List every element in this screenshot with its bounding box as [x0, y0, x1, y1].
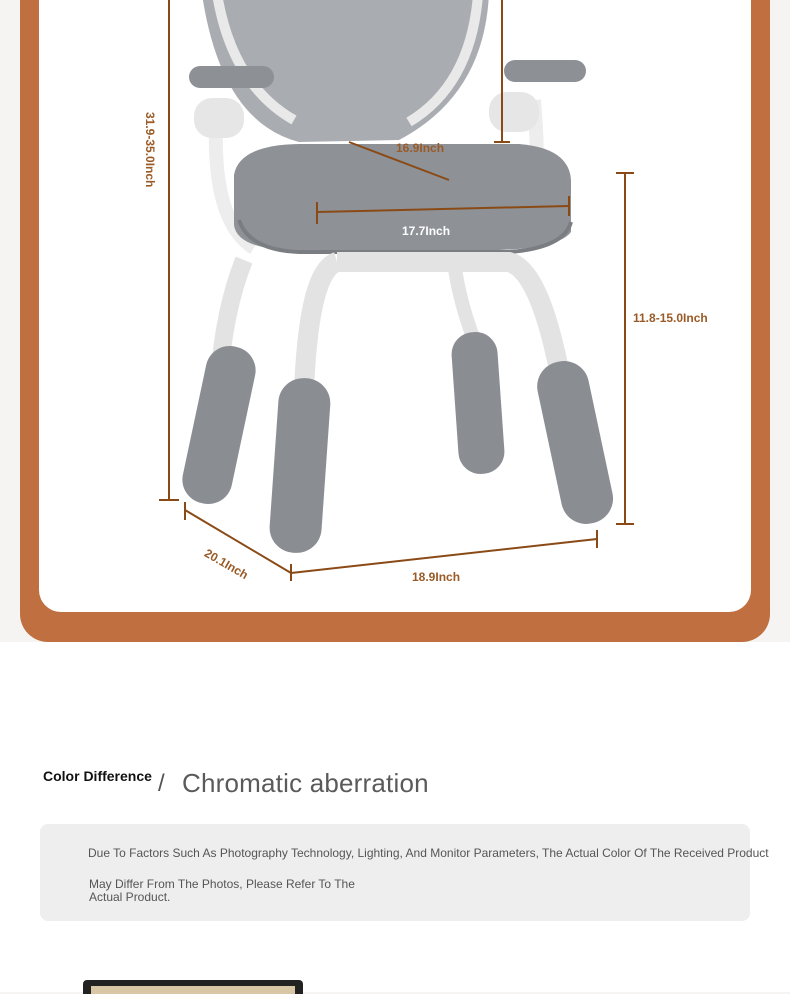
leg-cover-back — [450, 331, 506, 476]
base-depth-label: 20.1Inch — [202, 546, 251, 583]
section-title: Chromatic aberration — [182, 768, 429, 798]
seat-height-label: 11.8-15.0Inch — [633, 311, 708, 325]
product-image-panel — [39, 0, 751, 612]
leg-frame-back — [454, 262, 474, 340]
leg-frame-front-center — [304, 262, 337, 390]
leg-cover-right — [533, 356, 618, 528]
info-section — [0, 642, 790, 992]
back-height-label: 31.9-35.0Inch — [143, 112, 157, 188]
leg-cover-front-center — [268, 376, 332, 554]
color-difference-tag: Color Difference — [43, 768, 152, 784]
leg-frame-right — [337, 262, 559, 370]
armrest-knob-right — [489, 92, 539, 132]
seat-width-label: 17.7Inch — [402, 224, 451, 238]
leg-cover-front-left — [178, 342, 260, 509]
armrest-pad-right — [504, 60, 586, 82]
title-separator: / — [158, 770, 165, 797]
base-width-label: 18.9Inch — [412, 570, 461, 584]
chair-illustration — [39, 0, 751, 612]
armrest-pad-left — [189, 66, 274, 88]
note-line-2: May Differ From The Photos, Please Refer To The Actual Product. — [89, 877, 355, 904]
seat-depth-label: 16.9Inch — [396, 141, 445, 155]
armrest-knob-left — [194, 98, 244, 138]
color-difference-note — [40, 824, 769, 921]
note-line-1: Due To Factors Such As Photography Technology, Lighting, And Monitor Parameters, The Actual Color Of The Received Product — [88, 846, 769, 860]
